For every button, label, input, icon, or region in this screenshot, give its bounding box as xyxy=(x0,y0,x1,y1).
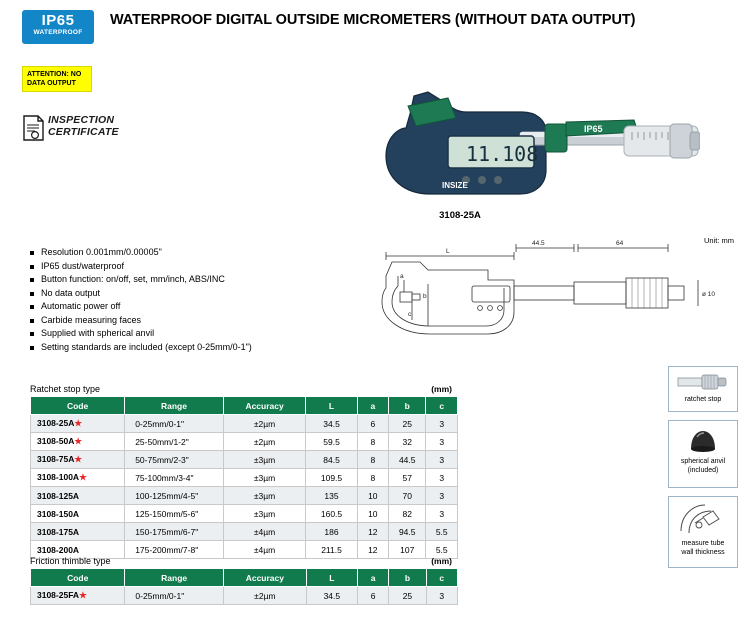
side-box-ratchet-stop xyxy=(668,366,738,412)
list-item: Supplied with spherical anvil xyxy=(30,327,350,341)
dim-label-64: 64 xyxy=(616,240,624,247)
cell-range: 75-100mm/3-4" xyxy=(125,469,224,487)
ip65-badge-main: IP65 xyxy=(41,12,75,29)
cell-c: 3 xyxy=(426,505,458,523)
table-row xyxy=(31,433,458,451)
cell-c: 3 xyxy=(426,587,457,605)
cell-range: 50-75mm/2-3" xyxy=(125,451,224,469)
drawing-unit-label: Unit: mm xyxy=(704,236,734,245)
star-icon: ★ xyxy=(79,590,87,600)
col-accuracy: Accuracy xyxy=(223,397,306,415)
ratchet-stop-icon xyxy=(676,371,730,393)
table-row xyxy=(31,487,458,505)
cell-a: 10 xyxy=(357,487,388,505)
cell-c: 3 xyxy=(426,415,458,433)
cell-c: 5.5 xyxy=(426,523,458,541)
cell-a: 10 xyxy=(357,505,388,523)
star-icon: ★ xyxy=(79,472,87,482)
cell-b: 25 xyxy=(389,415,426,433)
table-row xyxy=(31,505,458,523)
dim-label-c: c xyxy=(408,311,412,318)
list-item: Automatic power off xyxy=(30,300,350,314)
cell-l: 84.5 xyxy=(306,451,357,469)
cell-b: 32 xyxy=(389,433,426,451)
cell-c: 3 xyxy=(426,469,458,487)
friction-thimble-table xyxy=(30,568,458,605)
table-row xyxy=(31,451,458,469)
cell-l: 135 xyxy=(306,487,357,505)
col-accuracy: Accuracy xyxy=(223,569,306,587)
dim-label-L: L xyxy=(446,248,450,255)
col-l: L xyxy=(306,397,357,415)
cell-code: 3108-200A xyxy=(31,541,125,559)
technical-drawing xyxy=(368,236,718,346)
cell-a: 8 xyxy=(357,469,388,487)
cell-code: 3108-125A xyxy=(31,487,125,505)
table-row xyxy=(31,469,458,487)
side-box-caption-line-2: (included) xyxy=(687,467,719,474)
list-item: Resolution 0.001mm/0.00005" xyxy=(30,246,350,260)
cell-l: 160.5 xyxy=(306,505,357,523)
cell-a: 12 xyxy=(357,523,388,541)
cell-b: 57 xyxy=(389,469,426,487)
product-brand: INSIZE xyxy=(442,181,468,190)
cell-range: 0-25mm/0-1" xyxy=(125,415,224,433)
cell-range: 0-25mm/0-1" xyxy=(125,587,224,605)
list-item: IP65 dust/waterproof xyxy=(30,260,350,274)
list-item: Setting standards are included (except 0-25mm/0-1") xyxy=(30,341,350,355)
col-code: Code xyxy=(31,569,125,587)
side-box-caption-line-1: measure tube xyxy=(681,540,725,547)
side-box-spherical-anvil xyxy=(668,420,738,488)
col-c: c xyxy=(426,397,458,415)
table-header-row xyxy=(31,397,458,415)
cell-code: 3108-175A xyxy=(31,523,125,541)
cell-a: 12 xyxy=(357,541,388,559)
side-box-caption: ratchet stop xyxy=(684,396,722,403)
cell-accuracy: ±2µm xyxy=(223,415,306,433)
dim-label-b: b xyxy=(423,293,427,300)
cell-accuracy: ±2µm xyxy=(223,433,306,451)
table-row xyxy=(31,523,458,541)
cell-l: 59.5 xyxy=(306,433,357,451)
cell-range: 125-150mm/5-6" xyxy=(125,505,224,523)
cell-range: 100-125mm/4-5" xyxy=(125,487,224,505)
cell-accuracy: ±3µm xyxy=(223,487,306,505)
code-text: 3108-25FA xyxy=(37,590,80,600)
col-range: Range xyxy=(125,397,224,415)
cell-c: 3 xyxy=(426,451,458,469)
col-a: a xyxy=(357,569,388,587)
cell-b: 70 xyxy=(389,487,426,505)
page-title: WATERPROOF DIGITAL OUTSIDE MICROMETERS (WITHOUT DATA OUTPUT) xyxy=(110,12,636,28)
dim-label-diameter: ø 10 xyxy=(702,291,716,298)
cell-c: 3 xyxy=(426,487,458,505)
side-box-caption-line-2: wall thickness xyxy=(681,549,725,556)
table-row xyxy=(31,415,458,433)
cell-accuracy: ±4µm xyxy=(223,541,306,559)
cell-code xyxy=(31,433,125,451)
cell-b: 107 xyxy=(389,541,426,559)
ratchet-table-title: Ratchet stop type xyxy=(30,384,101,394)
cell-a: 8 xyxy=(357,433,388,451)
col-range: Range xyxy=(125,569,224,587)
col-code: Code xyxy=(31,397,125,415)
certificate-line-2: CERTIFICATE xyxy=(48,126,119,138)
cell-accuracy: ±3µm xyxy=(223,469,306,487)
code-text: 3108-100A xyxy=(37,472,80,482)
cell-l: 211.5 xyxy=(306,541,357,559)
star-icon: ★ xyxy=(74,418,82,428)
product-ip65-mark: IP65 xyxy=(584,124,603,134)
code-text: 3108-75A xyxy=(37,454,75,464)
list-item: Carbide measuring faces xyxy=(30,314,350,328)
certificate-icon xyxy=(22,115,44,141)
inspection-certificate xyxy=(22,114,142,146)
col-b: b xyxy=(389,569,426,587)
cell-b: 94.5 xyxy=(389,523,426,541)
cell-range: 25-50mm/1-2" xyxy=(125,433,224,451)
dim-label-a: a xyxy=(400,273,404,280)
attention-line-1: ATTENTION: NO xyxy=(27,71,82,78)
cell-code xyxy=(31,469,125,487)
cell-l: 186 xyxy=(306,523,357,541)
cell-c: 5.5 xyxy=(426,541,458,559)
tube-wall-thickness-icon xyxy=(675,501,731,537)
friction-table-title: Friction thimble type xyxy=(30,556,111,566)
col-c: c xyxy=(426,569,457,587)
cell-range: 175-200mm/7-8" xyxy=(125,541,224,559)
list-item: Button function: on/off, set, mm/inch, ABS/INC xyxy=(30,273,350,287)
cell-code: 3108-150A xyxy=(31,505,125,523)
cell-l: 109.5 xyxy=(306,469,357,487)
col-l: L xyxy=(306,569,357,587)
cell-a: 8 xyxy=(357,451,388,469)
cell-range: 150-175mm/6-7" xyxy=(125,523,224,541)
table-row xyxy=(31,587,458,605)
ip65-badge xyxy=(22,10,94,44)
cell-code xyxy=(31,451,125,469)
cell-code xyxy=(31,587,125,605)
certificate-line-1: INSPECTION xyxy=(48,114,115,126)
side-box-measure-tube xyxy=(668,496,738,568)
cell-accuracy: ±4µm xyxy=(223,523,306,541)
attention-note xyxy=(22,66,92,92)
cell-b: 44.5 xyxy=(389,451,426,469)
cell-c: 3 xyxy=(426,433,458,451)
friction-table-unit: (mm) xyxy=(431,556,452,566)
feature-list xyxy=(30,246,350,354)
lcd-reading: 11.108 xyxy=(466,142,539,166)
star-icon: ★ xyxy=(74,436,82,446)
side-box-caption-line-1: spherical anvil xyxy=(680,458,726,465)
certificate-label xyxy=(48,114,119,138)
table-header-row xyxy=(31,569,458,587)
cell-l: 34.5 xyxy=(306,587,357,605)
ip65-badge-sub: WATERPROOF xyxy=(33,29,83,36)
cell-a: 6 xyxy=(357,415,388,433)
ratchet-stop-table-block xyxy=(30,384,458,559)
product-caption: 3108-25A xyxy=(439,210,481,221)
code-text: 3108-50A xyxy=(37,436,75,446)
spherical-anvil-icon xyxy=(683,425,723,455)
ratchet-stop-table xyxy=(30,396,458,559)
friction-thimble-table-block xyxy=(30,556,458,605)
attention-line-2: DATA OUTPUT xyxy=(27,80,76,87)
cell-b: 82 xyxy=(389,505,426,523)
cell-a: 6 xyxy=(357,587,388,605)
code-text: 3108-25A xyxy=(37,418,75,428)
col-b: b xyxy=(389,397,426,415)
cell-accuracy: ±2µm xyxy=(223,587,306,605)
list-item: No data output xyxy=(30,287,350,301)
cell-l: 34.5 xyxy=(306,415,357,433)
star-icon: ★ xyxy=(74,454,82,464)
dim-label-445: 44.5 xyxy=(532,240,545,247)
ratchet-table-unit: (mm) xyxy=(431,384,452,394)
cell-b: 25 xyxy=(389,587,426,605)
cell-accuracy: ±3µm xyxy=(223,505,306,523)
col-a: a xyxy=(357,397,388,415)
cell-code xyxy=(31,415,125,433)
product-photo xyxy=(370,62,700,202)
cell-accuracy: ±3µm xyxy=(223,451,306,469)
